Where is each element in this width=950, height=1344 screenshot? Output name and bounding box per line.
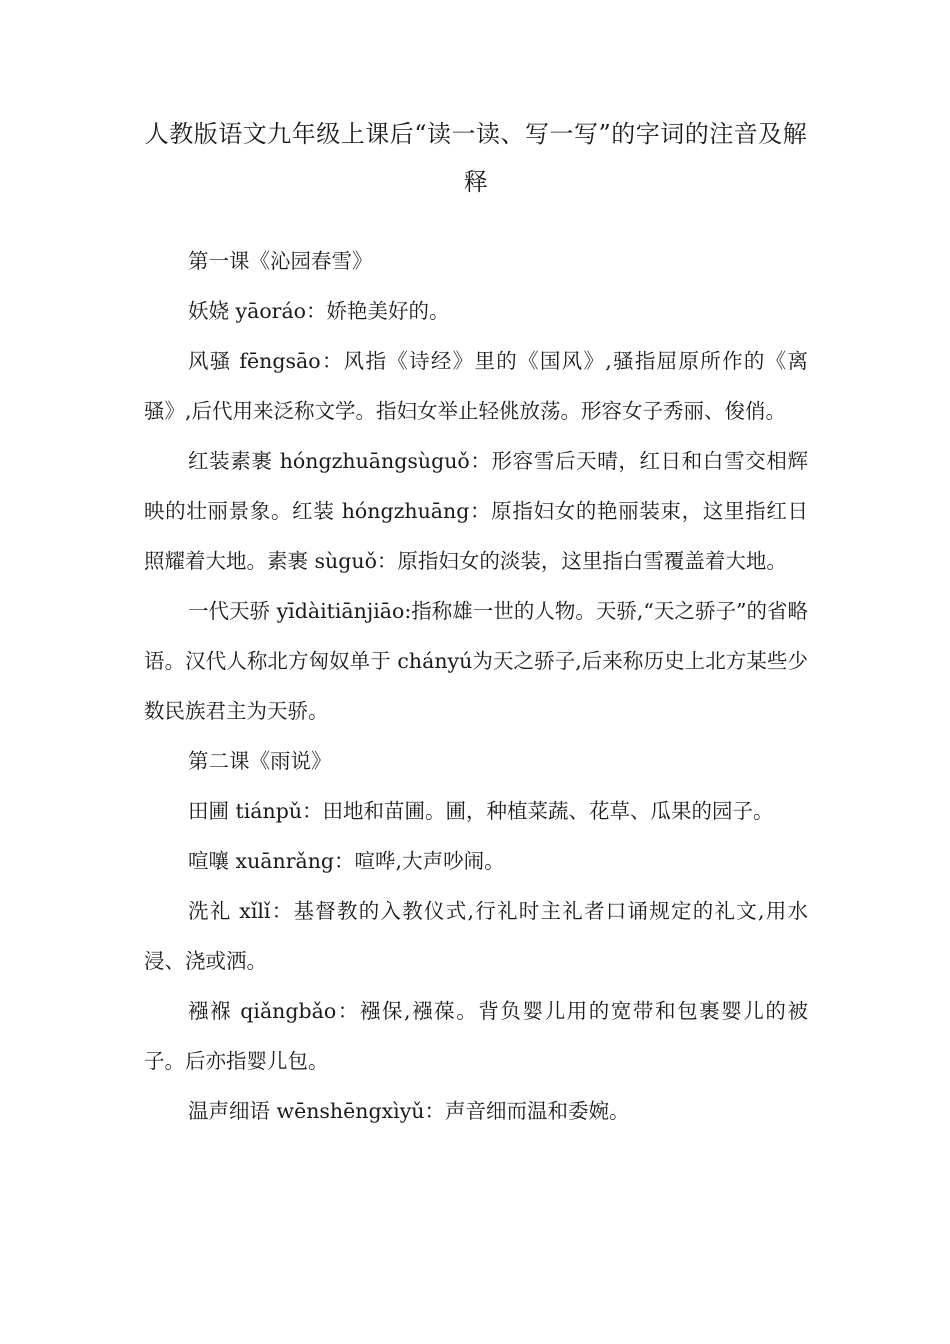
lesson-heading-2: 第二课《雨说》 — [188, 749, 332, 773]
vocab-entry: 田圃 tiánpǔ：田地和苗圃。圃，种植菜蔬、花草、瓜果的园子。 — [188, 799, 774, 823]
document-title: 人教版语文九年级上课后“读一读、写一写”的字词的注音及解释 — [144, 120, 808, 196]
vocab-entry: 温声细语 wēnshēngxìyǔ：声音细而温和委婉。 — [188, 1099, 630, 1123]
vocab-entry: 一代天骄 yīdàitiānjiāo:指称雄一世的人物。天骄,“天之骄子”的省略语。汉代人称北方匈奴单于 chányú为天之骄子,后来称历史上北方某些少数民族君主为天骄。 — [144, 599, 808, 723]
document-body — [144, 236, 808, 1136]
lesson-heading-1: 第一课《沁园春雪》 — [188, 249, 373, 273]
vocab-entry: 红装素裹 hóngzhuāngsùguǒ：形容雪后天晴，红日和白雪交相辉映的壮丽景象。红装 hóngzhuāng：原指妇女的艳丽装束，这里指红日照耀着大地。素裹 sùguǒ：原指妇女的淡装，这里指白雪覆盖着大地。 — [144, 449, 808, 573]
vocab-entry: 喧嚷 xuānrǎng：喧哗,大声吵闹。 — [188, 849, 505, 873]
vocab-entry: 风骚 fēngsāo：风指《诗经》里的《国风》,骚指屈原所作的《离骚》,后代用来泛称文学。指妇女举止轻佻放荡。形容女子秀丽、俊俏。 — [144, 349, 808, 423]
vocab-entry: 妖娆 yāoráo：娇艳美好的。 — [188, 299, 450, 323]
vocab-entry: 洗礼 xǐlǐ：基督教的入教仪式,行礼时主礼者口诵规定的礼文,用水浸、浇或洒。 — [144, 899, 808, 973]
vocab-entry: 襁褓 qiǎngbǎo：襁保,襁葆。背负婴儿用的宽带和包裹婴儿的被子。后亦指婴儿包。 — [144, 999, 808, 1073]
